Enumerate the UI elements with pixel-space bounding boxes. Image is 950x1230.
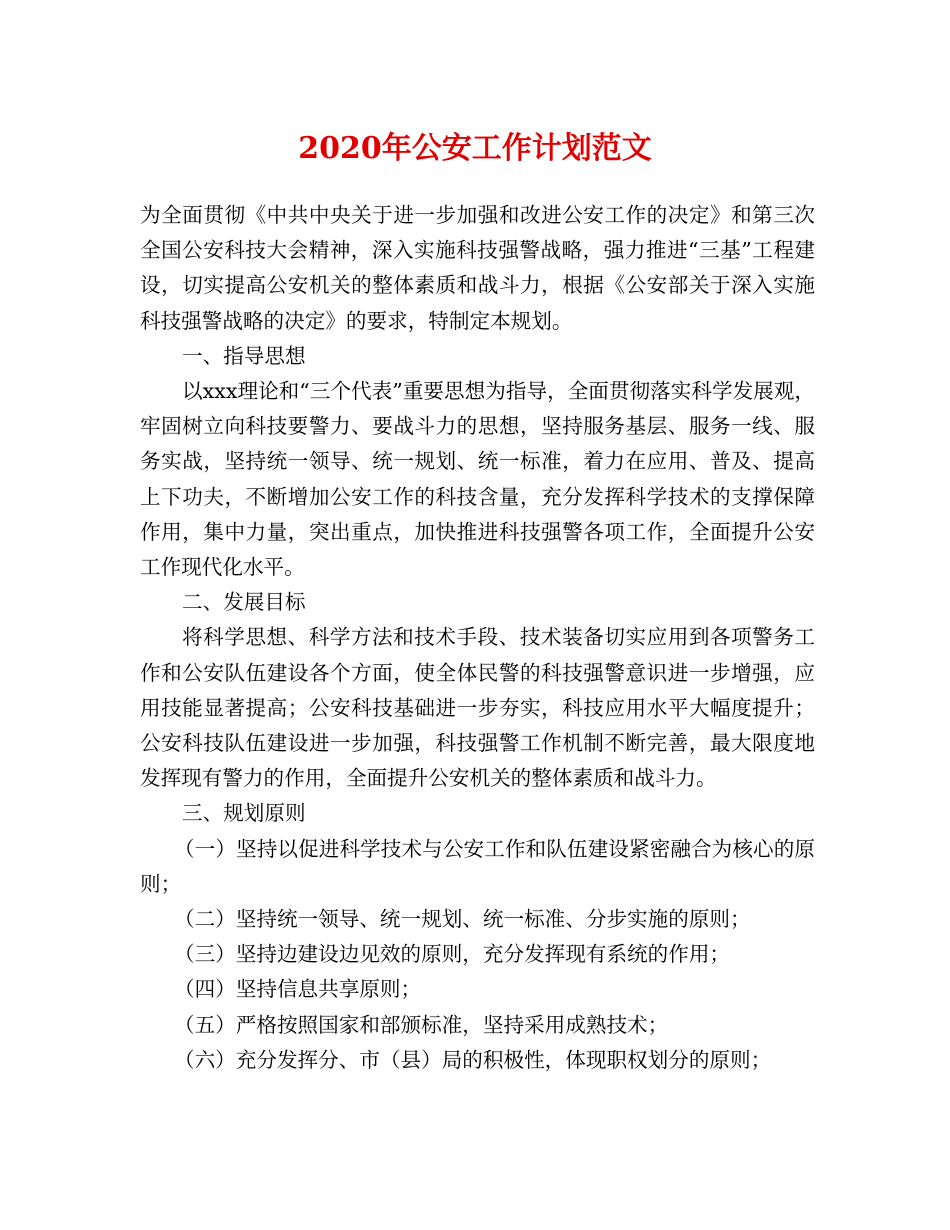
principle-item: （一）坚持以促进科学技术与公安工作和队伍建设紧密融合为核心的原则； [140, 836, 815, 896]
principle-item: （五）严格按照国家和部颁标准，坚持采用成熟技术； [174, 1012, 669, 1037]
principle-item: （六）充分发挥分、市（县）局的积极性，体现职权划分的原则； [174, 1047, 772, 1072]
section-heading-planning-principles: 三、规划原则 [182, 801, 306, 826]
principle-item: （四）坚持信息共享原则； [174, 977, 422, 1002]
section-paragraph-development-goals: 将科学思想、科学方法和技术手段、技术装备切实应用到各项警务工作和公安队伍建设各个方面，使全体民警的科技强警意识进一步增强，应用技能显著提高；公安科技基础进一步夯实，科技应用水平大幅度提升；公安科技队伍建设进一步加强，科技强警工作机制不断完善，最大限度地发挥现有警力的作用，全面提升公安机关的整体素质和战斗力。 [140, 625, 815, 791]
section-paragraph-guiding-ideology: 以xxx理论和“三个代表”重要思想为指导，全面贯彻落实科学发展观，牢固树立向科技要警力、要战斗力的思想，坚持服务基层、服务一线、服务实战，坚持统一领导、统一规划、统一标准，着力在应用、普及、提高上下功夫，不断增加公安工作的科技含量，充分发挥科学技术的支撑保障作用，集中力量，突出重点，加快推进科技强警各项工作，全面提升公安工作现代化水平。 [140, 379, 815, 580]
principle-item: （二）坚持统一领导、统一规划、统一标准、分步实施的原则； [174, 907, 751, 932]
document-body [140, 198, 815, 1078]
document-title: 2020年公安工作计划范文 [298, 131, 652, 166]
section-heading-guiding-ideology: 一、指导思想 [182, 343, 306, 368]
principle-item: （三）坚持边建设边见效的原则，充分发挥现有系统的作用； [174, 942, 731, 967]
intro-paragraph: 为全面贯彻《中共中央关于进一步加强和改进公安工作的决定》和第三次全国公安科技大会精神，深入实施科技强警战略，强力推进“三基”工程建设，切实提高公安机关的整体素质和战斗力，根据《公安部关于深入实施科技强警战略的决定》的要求，特制定本规划。 [140, 203, 815, 333]
section-heading-development-goals: 二、发展目标 [182, 590, 306, 615]
